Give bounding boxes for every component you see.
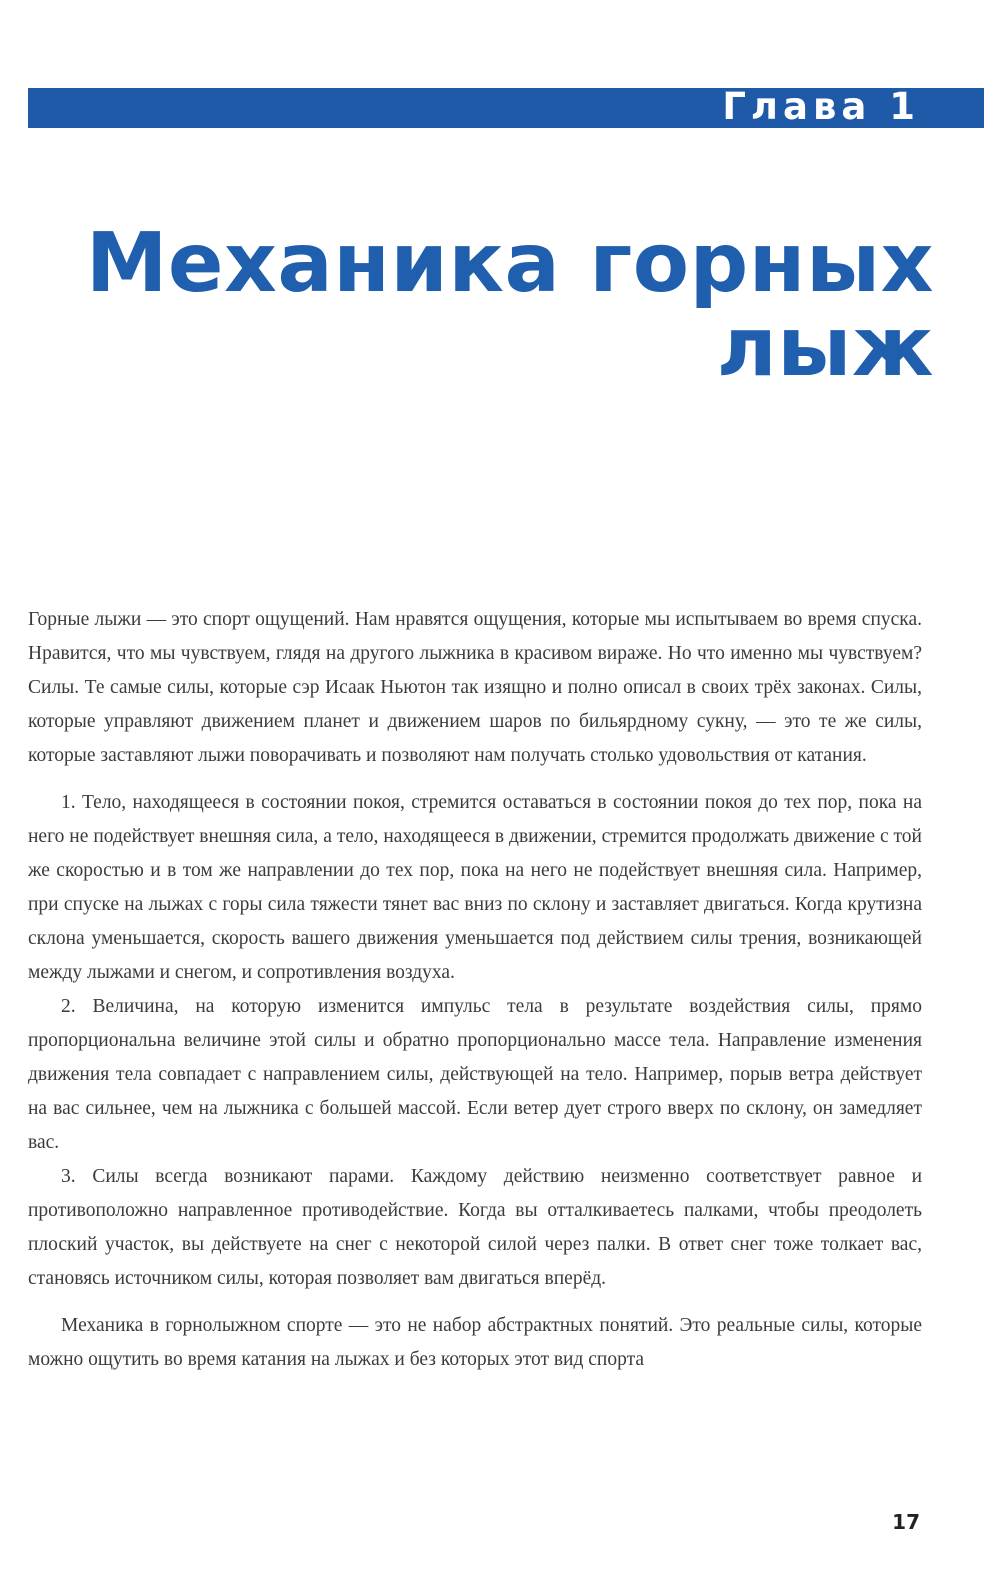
law-1-paragraph: 1. Тело, находящееся в состоянии покоя, стремится оставаться в состоянии покоя до тех пор, пока на него не подействует внешняя сила, а тело, находящееся в движении, стремится продолжать движение с той же скоростью и в том же направлении до тех пор, пока на него не подействует внешняя сила. Например, при спуске на лыжах с горы сила тяжести тянет вас вниз по склону и заставляет двигаться. Когда крутизна склона уменьшается, скорость вашего движения уменьшается под действием силы трения, возникающей между лыжами и снегом, и сопротивления воздуха. [28, 792, 922, 983]
chapter-label: Глава 1 [722, 85, 920, 128]
chapter-title-line-2: лыж [716, 300, 934, 395]
intro-paragraph: Горные лыжи — это спорт ощущений. Нам нравятся ощущения, которые мы испытываем во время спуска. Нравится, что мы чувствуем, глядя на другого лыжника в красивом вираже. Но что именно мы чувствуем? Силы. Те самые силы, которые сэр Исаак Ньютон так изящно и полно описал в своих трёх законах. Силы, которые управляют движением планет и движением шаров по бильярдному сукну, — это те же силы, которые заставляют лыжи поворачивать и позволяют нам получать столько удовольствия от катания. [28, 609, 922, 766]
chapter-title-line-1: Механика горных [85, 216, 934, 311]
chapter-header-bar [28, 85, 984, 128]
law-3-paragraph: 3. Силы всегда возникают парами. Каждому действию неизменно соответствует равное и противоположно направленное противодействие. Когда вы отталкиваетесь палками, чтобы преодолеть плоский участок, вы действуете на снег с некоторой силой через палки. В ответ снег тоже толкает вас, становясь источником силы, которая позволяет вам двигаться вперёд. [28, 1166, 922, 1289]
closing-paragraph: Механика в горнолыжном спорте — это не набор абстрактных понятий. Это реальные силы, которые можно ощутить во время катания на лыжах и без которых этот вид спорта [28, 1315, 922, 1370]
body-text [28, 603, 922, 1377]
page-number: 17 [892, 1510, 920, 1534]
law-2-paragraph: 2. Величина, на которую изменится импульс тела в результате воздействия силы, прямо пропорциональна величине этой силы и обратно пропорционально массе тела. Направление изменения движения тела совпадает с направлением силы, действующей на тело. Например, порыв ветра действует на вас сильнее, чем на лыжника с большей массой. Если ветер дует строго вверх по склону, он замедляет вас. [28, 996, 922, 1153]
chapter-title [54, 216, 934, 395]
